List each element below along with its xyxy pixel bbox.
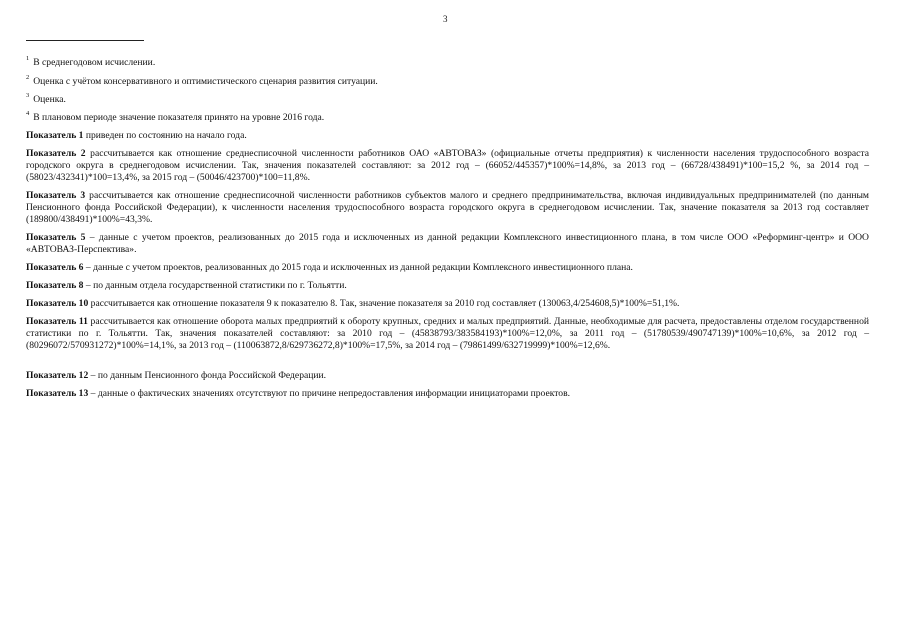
footnote-text: Оценка с учётом консервативного и оптимистического сценария развития ситуации.	[33, 76, 378, 88]
indicator-text: рассчитывается как отношение оборота малых предприятий к обороту крупных, средних и малых предприятий. Данные, необходимые для расчета, предоставлены отделом государственной статистики по г. Тольятти. Так, значения показателей составляют: за 2010 год – (45838793/383584193)*100%=12,0%, за 2011 год – (51780539/490747139)*100%=10,6%, за 2012 год – (80296072/570931272)*100%=14,1%, за 2013 год – (110063872,8/629736272,8)*100%=17,5%, за 2014 год – (79861499/632719999)*100%=12,6%.	[26, 316, 869, 351]
footnote-marker: 4	[26, 110, 30, 117]
indicator-note-6	[26, 262, 869, 274]
footnote-marker: 3	[26, 92, 30, 99]
indicator-label: Показатель 13	[26, 388, 89, 399]
indicator-label: Показатель 1	[26, 130, 84, 141]
indicator-text: рассчитывается как отношение среднесписочной численности работников субъектов малого и среднего предпринимательства, включая индивидуальных предпринимателей (по данным Пенсионного фонда Российской Федерации), к численности населения трудоспособного возраста городского округа в среднегодовом исчислении. Так, значение показателя за 2013 год составляет (189800/438491)*100%=43,3%.	[26, 190, 869, 225]
indicator-label: Показатель 2	[26, 148, 86, 159]
footnote-3	[26, 93, 66, 105]
indicator-note-3	[26, 190, 869, 226]
indicator-label: Показатель 6	[26, 262, 84, 273]
footnote-1	[26, 56, 155, 68]
indicator-note-12	[26, 370, 869, 382]
indicator-note-2	[26, 148, 869, 184]
footnote-marker: 1	[26, 55, 30, 62]
indicator-label: Показатель 8	[26, 280, 84, 291]
indicator-note-10	[26, 298, 869, 310]
indicator-note-1	[26, 130, 869, 142]
footnote-text: В среднегодовом исчислении.	[33, 57, 156, 69]
indicator-text: рассчитывается как отношение среднесписочной численности работников ОАО «АВТОВАЗ» (официальные отчеты предприятия) к численности населения трудоспособного возраста городского округа в среднегодовом исчислении. Так, значения показателей составляют: за 2012 год – (66052/445357)*100%=14,8%, за 2013 год – (66728/438491)*100=15,2 %, за 2014 год – (58023/432341)*100=13,4%, за 2015 год – (50046/423700)*100=11,8%.	[26, 148, 869, 183]
indicator-note-8	[26, 280, 869, 292]
indicator-text: – данные с учетом проектов, реализованных до 2015 года и исключенных из данной редакции Комплексного инвестиционного плана, в том числе ООО «Реформинг-центр» и ООО «АВТОВАЗ-Перспектива».	[26, 232, 869, 255]
indicator-label: Показатель 5	[26, 232, 86, 243]
footnote-separator	[26, 40, 144, 41]
indicator-text: – данные о фактических значениях отсутствуют по причине непредоставления информации инициаторами проектов.	[88, 388, 571, 399]
indicator-note-5	[26, 232, 869, 256]
indicator-text: – данные с учетом проектов, реализованных до 2015 года и исключенных из данной редакции Комплексного инвестиционного плана.	[83, 262, 633, 273]
indicator-label: Показатель 11	[26, 316, 88, 327]
indicator-text: рассчитывается как отношение показателя 9 к показателю 8. Так, значение показателя за 2010 год составляет (130063,4/254608,5)*100%=51,1%.	[88, 298, 680, 309]
indicator-note-13	[26, 388, 869, 400]
indicator-note-11	[26, 316, 869, 352]
indicator-label: Показатель 3	[26, 190, 86, 201]
indicator-text: – по данным отдела государственной статистики по г. Тольятти.	[83, 280, 347, 291]
indicator-label: Показатель 12	[26, 370, 89, 381]
footnote-text: Оценка.	[33, 94, 66, 106]
footnote-text: В плановом периоде значение показателя принято на уровне 2016 года.	[33, 112, 325, 124]
footnote-4	[26, 111, 324, 123]
footnote-2	[26, 75, 378, 87]
page-number: 3	[443, 14, 448, 24]
indicator-text: приведен по состоянию на начало года.	[83, 130, 247, 141]
footnote-marker: 2	[26, 74, 30, 81]
indicator-label: Показатель 10	[26, 298, 89, 309]
indicator-text: – по данным Пенсионного фонда Российской Федерации.	[88, 370, 327, 381]
